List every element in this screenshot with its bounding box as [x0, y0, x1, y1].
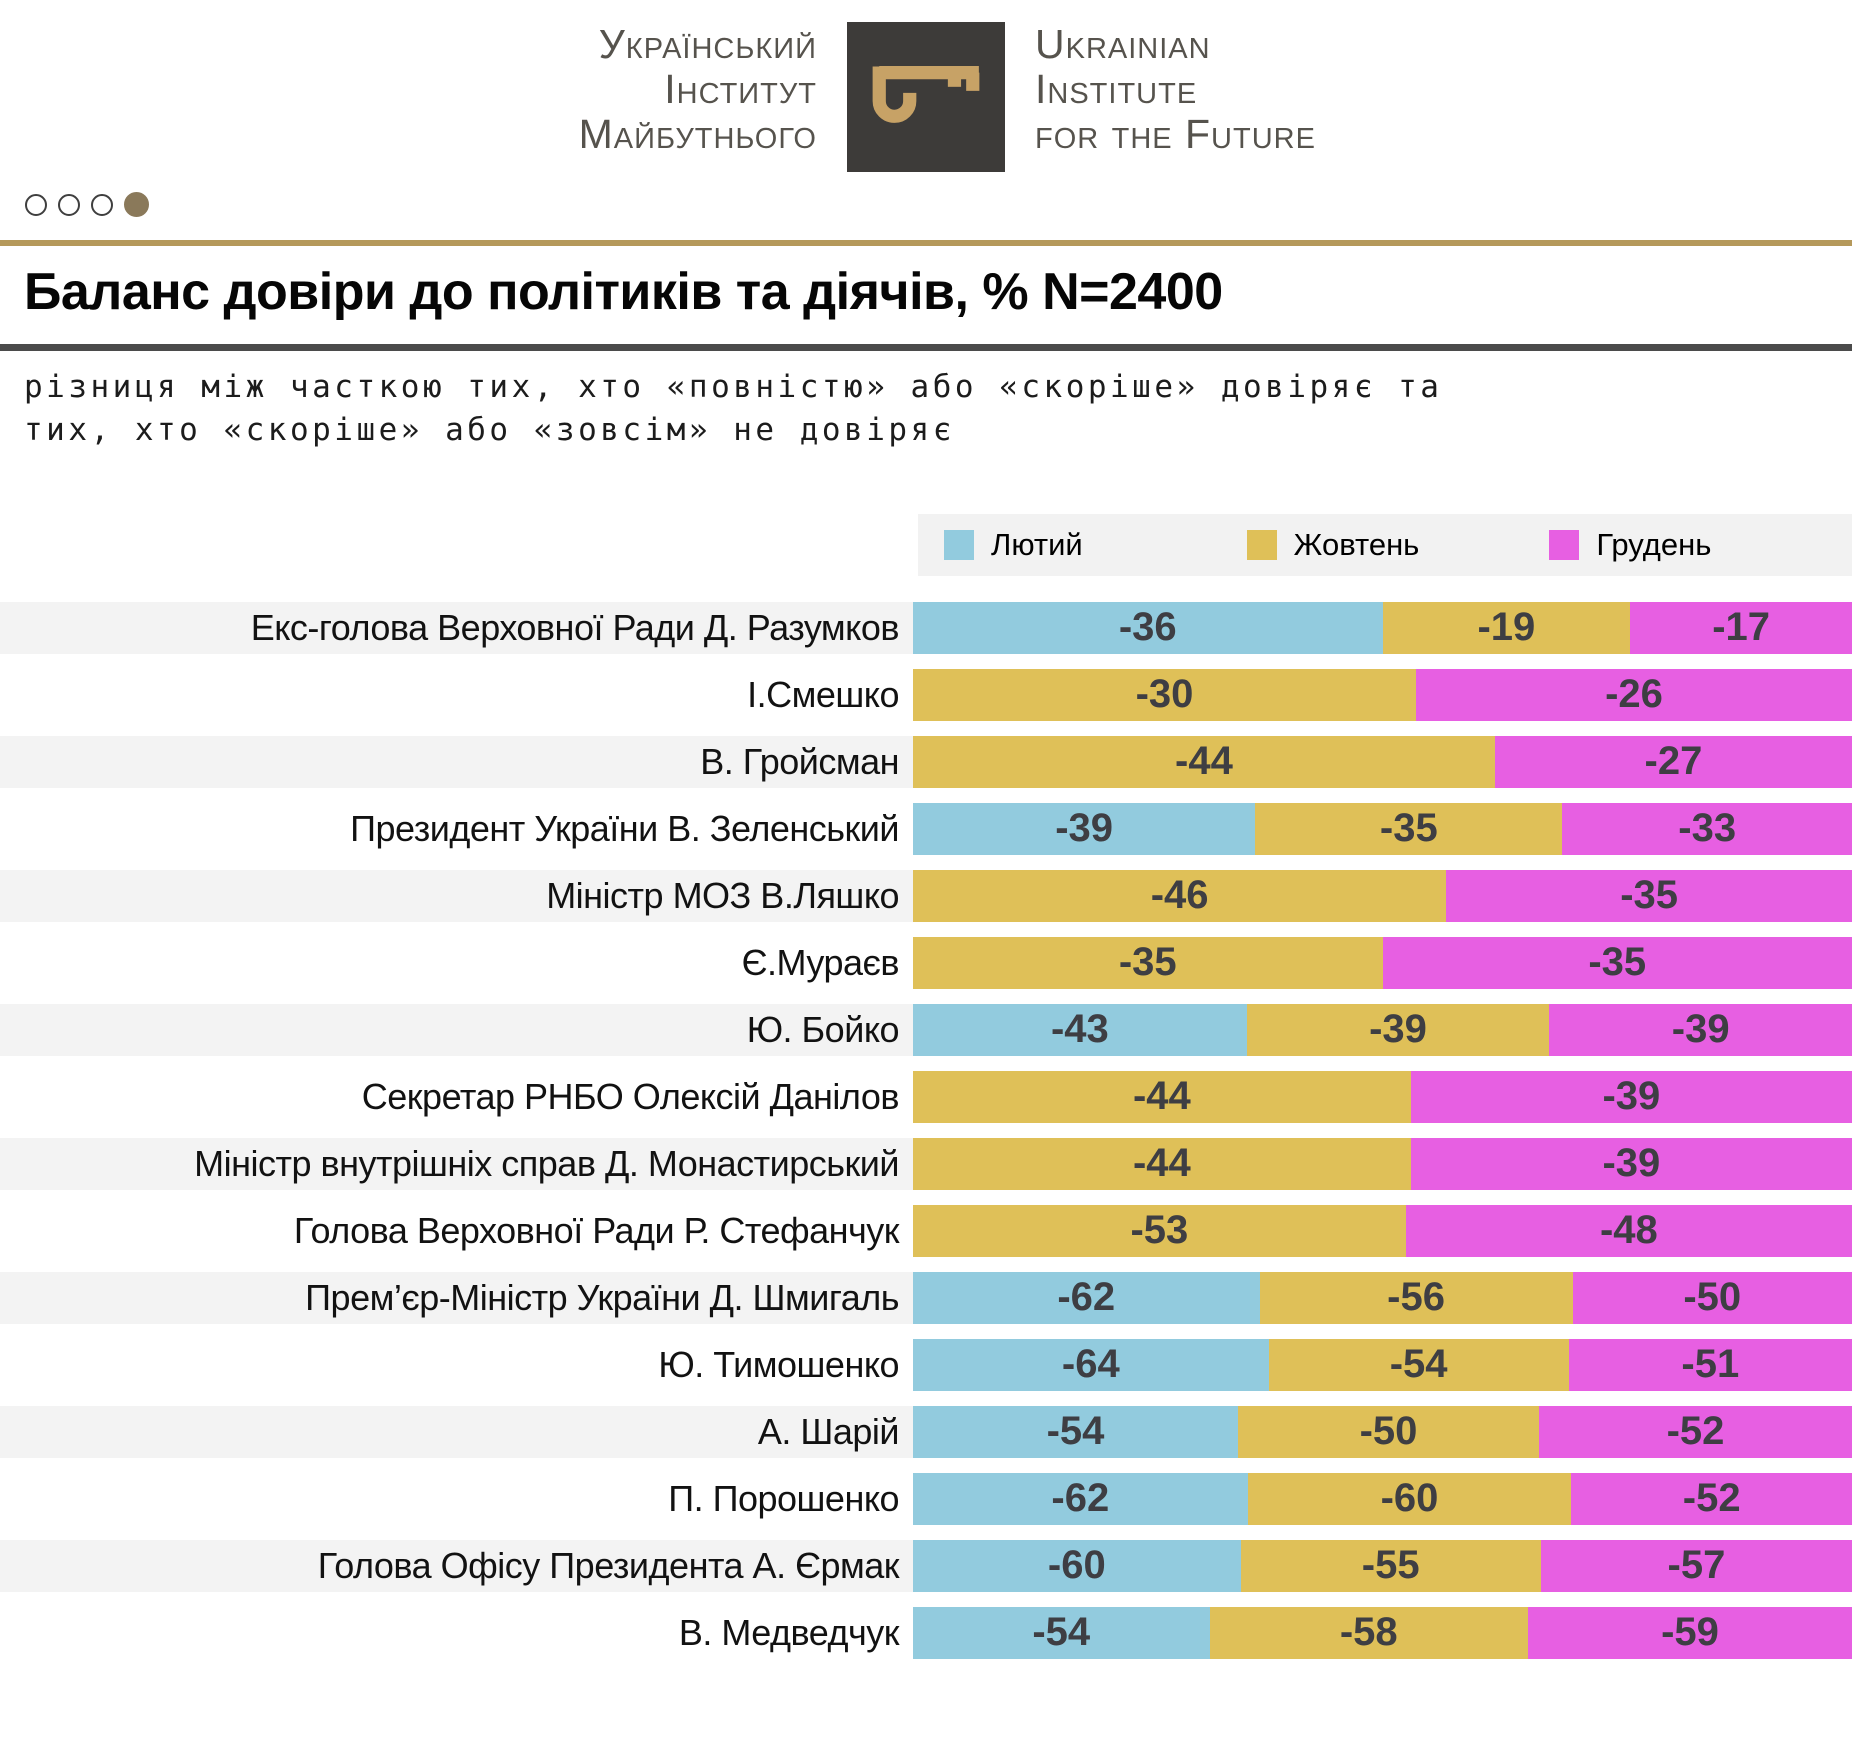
bar-segment-Грудень: -35 — [1383, 937, 1852, 989]
chart-row — [0, 1473, 1852, 1525]
chart-row — [0, 870, 1852, 922]
logo-right-line-3: for the Future — [1035, 111, 1316, 158]
row-label: В. Гройсман — [0, 736, 913, 788]
row-label: А. Шарій — [0, 1406, 913, 1458]
legend-item-october — [1247, 527, 1550, 563]
carousel-dot[interactable] — [124, 192, 149, 217]
bar-segment-Грудень: -57 — [1541, 1540, 1852, 1592]
chart-row — [0, 736, 1852, 788]
carousel-dots — [25, 192, 149, 217]
chart-legend — [918, 514, 1852, 576]
bar-segment-Жовтень: -44 — [913, 736, 1495, 788]
bar-segment-Грудень: -39 — [1411, 1138, 1852, 1190]
row-bars — [913, 1406, 1852, 1458]
bar-segment-Грудень: -52 — [1539, 1406, 1852, 1458]
row-label: П. Порошенко — [668, 1477, 899, 1519]
bar-segment-Жовтень: -55 — [1241, 1540, 1541, 1592]
bar-segment-Лютий: -54 — [913, 1607, 1210, 1659]
chart-row — [0, 1607, 1852, 1659]
bar-segment-Грудень: -51 — [1569, 1339, 1852, 1391]
logo-left-line-1: Український — [598, 21, 817, 67]
legend-item-february — [944, 527, 1247, 563]
bar-segment-Грудень: -33 — [1562, 803, 1852, 855]
page-title: Баланс довіри до політиків та діячів, % N=2400 — [24, 263, 1223, 321]
row-bars — [913, 803, 1852, 855]
logo-right-line-2: Institute — [1035, 66, 1198, 113]
legend-item-december — [1549, 527, 1852, 563]
logo-text-english — [1035, 22, 1375, 157]
chart-row — [0, 1339, 1852, 1391]
subtitle-line-2: тих, хто «скоріше» або «зовсім» не довіряє — [24, 411, 955, 448]
bar-segment-Жовтень: -35 — [913, 937, 1383, 989]
bar-segment-Лютий: -54 — [913, 1406, 1238, 1458]
bar-segment-Грудень: -26 — [1416, 669, 1852, 721]
chart-row — [0, 1071, 1852, 1123]
logo-mark — [847, 22, 1005, 172]
logo-right-line-1: Ukrainian — [1035, 21, 1211, 67]
bar-segment-Жовтень: -44 — [913, 1138, 1411, 1190]
bar-segment-Грудень: -17 — [1630, 602, 1852, 654]
bar-segment-Жовтень: -58 — [1210, 1607, 1528, 1659]
bar-segment-Жовтень: -39 — [1247, 1004, 1550, 1056]
legend-swatch-october — [1247, 530, 1277, 560]
row-label: Екс-голова Верховної Ради Д. Разумков — [0, 602, 913, 654]
legend-label-december: Грудень — [1596, 526, 1712, 562]
bar-segment-Лютий: -62 — [913, 1272, 1260, 1324]
row-bars — [913, 669, 1852, 721]
subtitle-line-1: різниця між часткою тих, хто «повністю» або «скоріше» довіряє та — [24, 369, 1443, 405]
row-bars — [913, 1205, 1852, 1257]
carousel-dot[interactable] — [25, 194, 47, 216]
row-label: Міністр МОЗ В.Ляшко — [0, 870, 913, 922]
header — [0, 0, 1852, 240]
bar-segment-Грудень: -39 — [1411, 1071, 1852, 1123]
legend-swatch-december — [1549, 530, 1579, 560]
bar-segment-Лютий: -39 — [913, 803, 1255, 855]
row-bars — [913, 736, 1852, 788]
institute-logo — [0, 0, 1852, 172]
chart-row — [0, 1540, 1852, 1592]
bar-segment-Лютий: -60 — [913, 1540, 1241, 1592]
bar-segment-Грудень: -35 — [1446, 870, 1852, 922]
row-bars — [913, 1540, 1852, 1592]
row-label: Голова Верховної Ради Р. Стефанчук — [293, 1209, 899, 1251]
bar-segment-Лютий: -64 — [913, 1339, 1269, 1391]
row-label: Прем’єр-Міністр України Д. Шмигаль — [0, 1272, 913, 1324]
chart-row — [0, 1272, 1852, 1324]
bar-segment-Жовтень: -46 — [913, 870, 1446, 922]
row-bars — [913, 870, 1852, 922]
bar-segment-Грудень: -50 — [1573, 1272, 1852, 1324]
bar-segment-Жовтень: -60 — [1248, 1473, 1572, 1525]
chart-row — [0, 1004, 1852, 1056]
row-label: В. Медведчук — [678, 1611, 899, 1653]
chart-row — [0, 1406, 1852, 1458]
row-bars — [913, 937, 1852, 989]
bar-segment-Жовтень: -30 — [913, 669, 1416, 721]
carousel-dot[interactable] — [58, 194, 80, 216]
bar-segment-Грудень: -52 — [1571, 1473, 1852, 1525]
bar-segment-Лютий: -62 — [913, 1473, 1248, 1525]
key-icon — [865, 58, 987, 136]
row-label: Є.Мураєв — [741, 941, 899, 983]
bar-segment-Жовтень: -35 — [1255, 803, 1562, 855]
chart-subtitle — [0, 351, 1852, 452]
row-label: Голова Офісу Президента А. Єрмак — [0, 1540, 913, 1592]
chart-row — [0, 1138, 1852, 1190]
chart-row — [0, 602, 1852, 654]
legend-label-october: Жовтень — [1293, 526, 1420, 562]
legend-swatch-february — [944, 530, 974, 560]
bar-segment-Грудень: -39 — [1549, 1004, 1852, 1056]
chart-row — [0, 937, 1852, 989]
row-label: Президент України В. Зеленський — [350, 807, 899, 849]
row-bars — [913, 1473, 1852, 1525]
logo-left-line-2: Інститут — [664, 66, 817, 113]
logo-text-ukrainian — [477, 22, 817, 157]
row-label: Міністр внутрішніх справ Д. Монастирський — [0, 1138, 913, 1190]
row-label: Секретар РНБО Олексій Данілов — [361, 1075, 899, 1117]
bar-segment-Лютий: -36 — [913, 602, 1383, 654]
bar-segment-Лютий: -43 — [913, 1004, 1247, 1056]
row-bars — [913, 1272, 1852, 1324]
bar-segment-Грудень: -59 — [1528, 1607, 1852, 1659]
legend-label-february: Лютий — [991, 526, 1083, 562]
logo-left-line-3: Майбутнього — [578, 111, 817, 158]
row-bars — [913, 602, 1852, 654]
bar-segment-Жовтень: -53 — [913, 1205, 1406, 1257]
chart-row — [0, 1205, 1852, 1257]
bar-segment-Жовтень: -56 — [1260, 1272, 1573, 1324]
row-bars — [913, 1138, 1852, 1190]
bar-segment-Жовтень: -50 — [1238, 1406, 1539, 1458]
bar-segment-Жовтень: -54 — [1269, 1339, 1569, 1391]
row-label: Ю. Тимошенко — [658, 1343, 899, 1385]
row-bars — [913, 1004, 1852, 1056]
chart-row — [0, 669, 1852, 721]
stacked-bar-chart — [0, 602, 1852, 1659]
row-bars — [913, 1339, 1852, 1391]
chart-row — [0, 803, 1852, 855]
bar-segment-Жовтень: -44 — [913, 1071, 1411, 1123]
carousel-dot[interactable] — [91, 194, 113, 216]
bar-segment-Грудень: -48 — [1406, 1205, 1852, 1257]
row-bars — [913, 1071, 1852, 1123]
bar-segment-Жовтень: -19 — [1383, 602, 1631, 654]
row-label: І.Смешко — [747, 673, 899, 715]
row-bars — [913, 1607, 1852, 1659]
row-label: Ю. Бойко — [0, 1004, 913, 1056]
dark-divider — [0, 344, 1852, 351]
bar-segment-Грудень: -27 — [1495, 736, 1852, 788]
